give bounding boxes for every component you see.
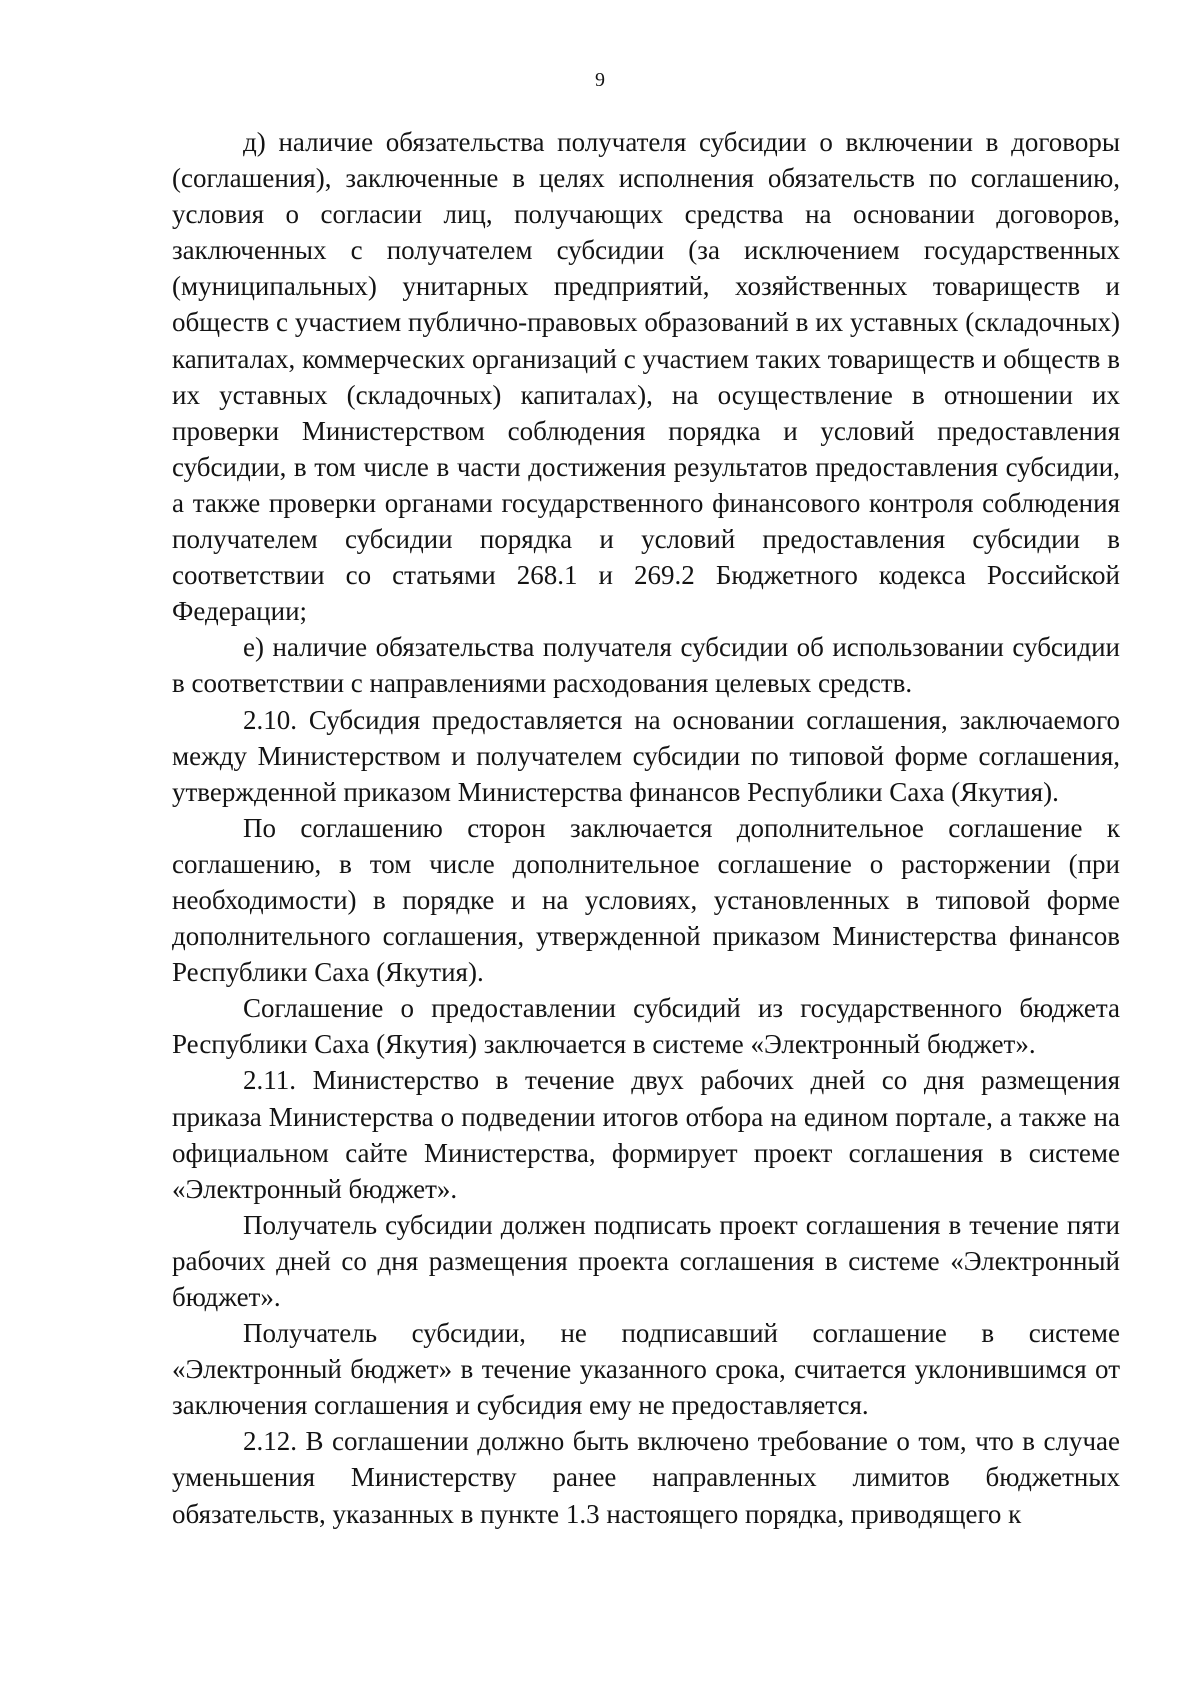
paragraph-2-12-requirement: 2.12. В соглашении должно быть включено требование о том, что в случае уменьшения Министерству ранее направленных лимитов бюджетных обязательств, указанных в пункте 1.3 настоящего порядка, приводящего к <box>172 1426 1120 1529</box>
paragraph-2-11-draft-agreement: 2.11. Министерство в течение двух рабочих дней со дня размещения приказа Министерства о подведении итогов отбора на едином портале, а также на официальном сайте Министерства, формирует проект соглашения в системе «Электронный бюджет». <box>172 1065 1120 1204</box>
paragraph-additional-agreement: По соглашению сторон заключается дополнительное соглашение к соглашению, в том числе дополнительное соглашение о расторжении (при необходимости) в порядке и на условиях, установленных в типовой форме дополнительного соглашения, утвержденной приказом Министерства финансов Республики Саха (Якутия). <box>172 812 1120 988</box>
paragraph-signing-deadline: Получатель субсидии должен подписать проект соглашения в течение пяти рабочих дней со дня размещения проекта соглашения в системе «Электронный бюджет». <box>172 1209 1120 1312</box>
document-body <box>172 124 1120 1532</box>
paragraph-evasion: Получатель субсидии, не подписавший соглашение в системе «Электронный бюджет» в течение указанного срока, считается уклонившимся от заключения соглашения и субсидия ему не предоставляется. <box>172 1318 1120 1421</box>
paragraph-electronic-budget: Соглашение о предоставлении субсидий из государственного бюджета Республики Саха (Якутия) заключается в системе «Электронный бюджет». <box>172 993 1120 1060</box>
paragraph-2-10-agreement: 2.10. Субсидия предоставляется на основании соглашения, заключаемого между Министерством и получателем субсидии по типовой форме соглашения, утвержденной приказом Министерства финансов Республики Саха (Якутия). <box>172 704 1120 807</box>
paragraph-d-obligation-contracts: д) наличие обязательства получателя субсидии о включении в договоры (соглашения), заключенные в целях исполнения обязательств по соглашению, условия о согласии лиц, получающих средства на основании договоров, заключенных с получателем субсидии (за исключением государственных (муниципальных) унитарных предприятий, хозяйственных товариществ и обществ с участием публично-правовых образований в их уставных (складочных) капиталах, коммерческих организаций с участием таких товариществ и обществ в их уставных (складочных) капиталах), на осуществление в отношении их проверки Министерством соблюдения порядка и условий предоставления субсидии, в том числе в части достижения результатов предоставления субсидии, а также проверки органами государственного финансового контроля соблюдения получателем субсидии порядка и условий предоставления субсидии в соответствии со статьями 268.1 и 269.2 Бюджетного кодекса Российской Федерации; <box>172 127 1120 627</box>
paragraph-e-obligation-usage: е) наличие обязательства получателя субсидии об использовании субсидии в соответствии с направлениями расходования целевых средств. <box>172 632 1120 699</box>
page-number: 9 <box>595 69 605 91</box>
